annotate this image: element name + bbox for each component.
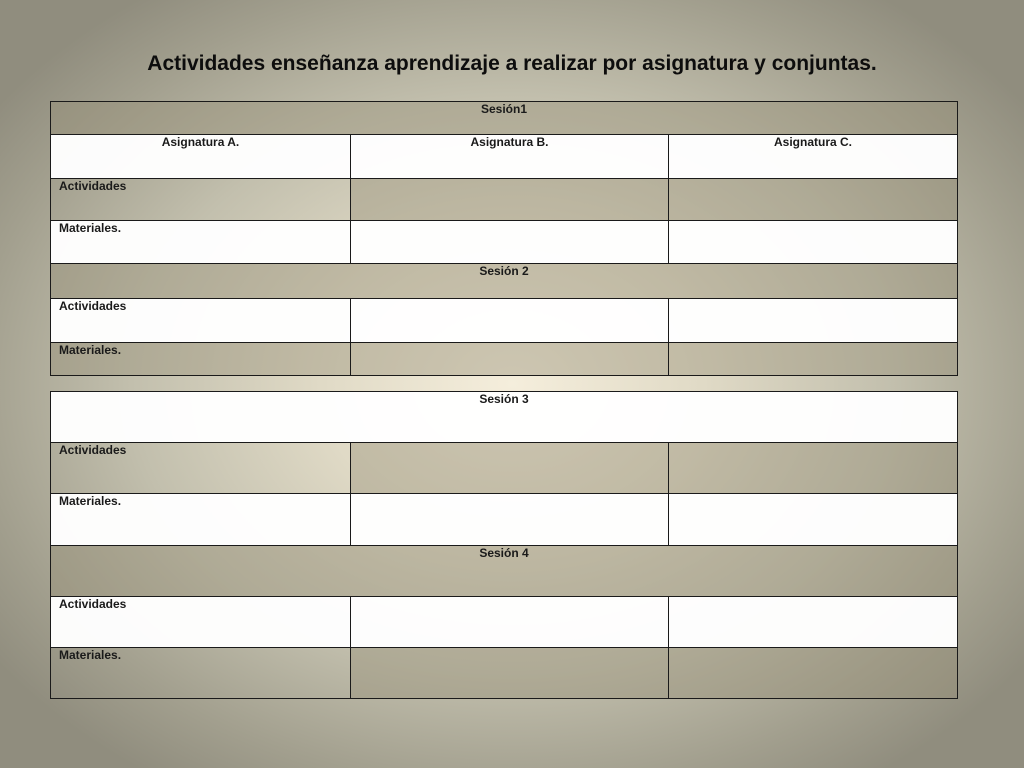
table-row: [51, 494, 958, 546]
session-4-materials-b-cell[interactable]: [351, 648, 669, 699]
materials-label: Materiales.: [51, 494, 351, 546]
activities-label: Actividades: [51, 299, 351, 343]
session-2-materials-c-cell[interactable]: [669, 343, 958, 376]
table-row: [51, 597, 958, 648]
session-row: [51, 102, 958, 135]
session-1-materials-b-cell[interactable]: [351, 221, 669, 264]
session-3-materials-c-cell[interactable]: [669, 494, 958, 546]
subject-a-header: Asignatura A.: [51, 135, 351, 179]
session-3-materials-b-cell[interactable]: [351, 494, 669, 546]
activities-label: Actividades: [51, 179, 351, 221]
sessions-table-top: [50, 101, 958, 376]
table-row: [51, 648, 958, 699]
session-4-activities-b-cell[interactable]: [351, 597, 669, 648]
activities-label: Actividades: [51, 597, 351, 648]
session-3-activities-b-cell[interactable]: [351, 443, 669, 494]
session-2-header: Sesión 2: [51, 264, 958, 299]
session-4-header: Sesión 4: [51, 546, 958, 597]
session-3-header: Sesión 3: [51, 392, 958, 443]
subject-b-header: Asignatura B.: [351, 135, 669, 179]
session-2-activities-b-cell[interactable]: [351, 299, 669, 343]
table-row: [51, 443, 958, 494]
session-1-header: Sesión1: [51, 102, 958, 135]
table-row: [51, 343, 958, 376]
session-3-activities-c-cell[interactable]: [669, 443, 958, 494]
session-row: [51, 264, 958, 299]
activities-label: Actividades: [51, 443, 351, 494]
materials-label: Materiales.: [51, 221, 351, 264]
session-4-activities-c-cell[interactable]: [669, 597, 958, 648]
slide-title: Actividades enseñanza aprendizaje a realizar por asignatura y conjuntas.: [147, 52, 877, 75]
table-row: [51, 179, 958, 221]
table-row: [51, 221, 958, 264]
session-1-activities-b-cell[interactable]: [351, 179, 669, 221]
session-1-activities-c-cell[interactable]: [669, 179, 958, 221]
session-row: [51, 546, 958, 597]
table-row: [51, 299, 958, 343]
session-1-materials-c-cell[interactable]: [669, 221, 958, 264]
subject-c-header: Asignatura C.: [669, 135, 958, 179]
session-2-materials-b-cell[interactable]: [351, 343, 669, 376]
sessions-table-bottom: [50, 391, 958, 699]
materials-label: Materiales.: [51, 648, 351, 699]
session-4-materials-c-cell[interactable]: [669, 648, 958, 699]
session-row: [51, 392, 958, 443]
subjects-row: [51, 135, 958, 179]
session-2-activities-c-cell[interactable]: [669, 299, 958, 343]
materials-label: Materiales.: [51, 343, 351, 376]
